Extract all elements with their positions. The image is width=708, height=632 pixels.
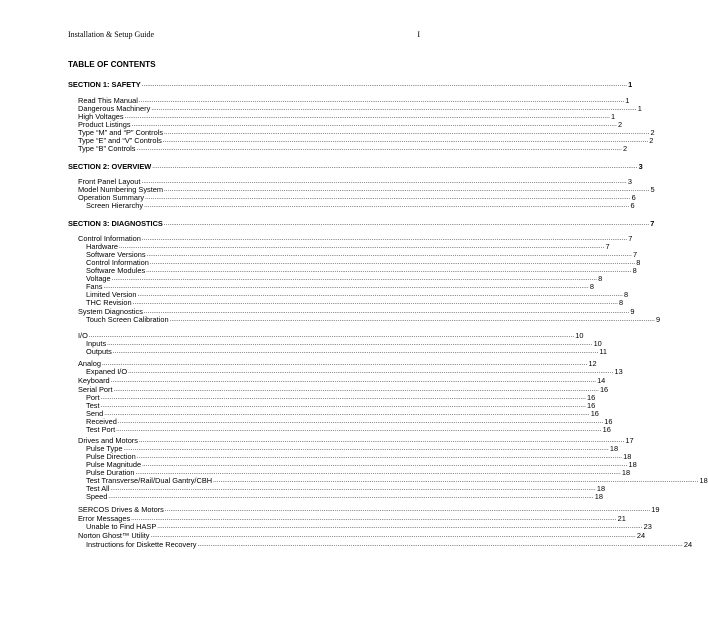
toc-entry-label: Port [86, 393, 100, 402]
toc-entry-label: Hardware [86, 242, 119, 251]
toc-section-entry[interactable] [68, 219, 655, 228]
toc-entry-label: Inputs [86, 339, 107, 348]
toc-entry-label: Read This Manual [78, 96, 138, 105]
dot-leader: .................................................................................................................................................................................................................................................................... [141, 82, 628, 88]
toc-entry-page-number: 14 [597, 376, 606, 385]
toc-entry-label: Control Information [86, 258, 149, 267]
toc-entry-page-number: 7 [633, 250, 638, 259]
toc-entry-page-number: 8 [589, 282, 594, 291]
toc-entry-label: Pulse Direction [86, 452, 136, 461]
toc-section-entry[interactable] [68, 162, 643, 171]
toc-entry-label: THC Revision [86, 298, 132, 307]
toc-entry-page-number: 18 [623, 452, 632, 461]
toc-entry-page-number: 10 [593, 339, 602, 348]
toc-entry-label: Front Panel Layout [78, 177, 141, 186]
toc-entry-page-number: 9 [656, 315, 661, 324]
toc-entry-label: Error Messages [78, 514, 131, 523]
toc-entry-label: Pulse Duration [86, 468, 135, 477]
dot-leader: .................................................................................................................................................................................................................................................................... [163, 221, 650, 227]
toc-entry-label: Test Port [86, 425, 116, 434]
dot-leader: .................................................................................................................................................................................................................................................................... [150, 533, 636, 539]
toc-entry-page-number: 1 [611, 112, 616, 121]
toc-entry-page-number: 2 [649, 136, 654, 145]
toc-entry-page-number: 6 [631, 193, 636, 202]
toc-entry-label: Voltage [86, 274, 111, 283]
toc-entry-label: Operation Summary [78, 193, 145, 202]
toc-entry-page-number: 17 [625, 436, 634, 445]
toc-entry-label: Analog [78, 359, 102, 368]
dot-leader: .................................................................................................................................................................................................................................................................... [152, 164, 638, 170]
toc-entry-page-number: 24 [683, 540, 693, 549]
toc-entry-label: System Diagnostics [78, 307, 143, 316]
dot-leader: .................................................................................................................................................................................................................................................................... [137, 292, 623, 298]
toc-entry-page-number: 8 [623, 290, 629, 299]
toc-entry[interactable] [86, 540, 693, 549]
dot-leader: .................................................................................................................................................................................................................................................................... [116, 427, 602, 433]
toc-entry-label: Drives and Motors [78, 436, 138, 445]
dot-leader: .................................................................................................................................................................................................................................................................... [138, 98, 625, 104]
toc-entry-page-number: 18 [596, 484, 606, 493]
dot-leader: .................................................................................................................................................................................................................................................................... [124, 114, 611, 120]
toc-entry-page-number: 10 [575, 331, 584, 340]
header-page-number: I [417, 30, 420, 39]
dot-leader: .................................................................................................................................................................................................................................................................... [132, 300, 619, 306]
toc-entry-label: Outputs [86, 347, 112, 356]
toc-entry-label: Product Listings [78, 120, 131, 129]
toc-entry-label: Test All [86, 484, 110, 493]
toc-entry-page-number: 16 [604, 417, 613, 426]
dot-leader: .................................................................................................................................................................................................................................................................... [110, 486, 596, 492]
toc-entry-page-number: 3 [638, 162, 643, 171]
dot-leader: .................................................................................................................................................................................................................................................................... [102, 361, 588, 367]
dot-leader: .................................................................................................................................................................................................................................................................... [88, 333, 575, 339]
toc-entry-label: I/O [78, 331, 88, 340]
dot-leader: .................................................................................................................................................................................................................................................................... [131, 516, 617, 522]
dot-leader: .................................................................................................................................................................................................................................................................... [162, 138, 649, 144]
toc-entry[interactable] [78, 531, 646, 540]
dot-leader: .................................................................................................................................................................................................................................................................... [143, 309, 630, 315]
toc-entry-label: SERCOS Drives & Motors [78, 505, 164, 514]
toc-entry-label: Model Numbering System [78, 185, 164, 194]
toc-entry-page-number: 7 [628, 234, 633, 243]
toc-entry-page-number: 24 [636, 531, 646, 540]
toc-entry-label: Screen Hierarchy [86, 201, 144, 210]
toc-entry-page-number: 8 [632, 266, 637, 275]
toc-entry-page-number: 16 [586, 401, 596, 410]
toc-entry-page-number: 16 [590, 409, 599, 418]
toc-entry[interactable] [86, 522, 652, 531]
dot-leader: .................................................................................................................................................................................................................................................................... [119, 244, 605, 250]
toc-entry-label: Control Information [78, 234, 141, 243]
toc-entry-page-number: 18 [628, 460, 637, 469]
dot-leader: .................................................................................................................................................................................................................................................................... [164, 187, 650, 193]
toc-title: TABLE OF CONTENTS [68, 60, 156, 69]
toc-entry-page-number: 12 [588, 359, 597, 368]
toc-entry-page-number: 21 [617, 514, 626, 523]
toc-entry-label: Touch Screen Calibration [86, 315, 169, 324]
dot-leader: .................................................................................................................................................................................................................................................................... [117, 419, 604, 425]
toc-entry-label: Serial Port [78, 385, 113, 394]
toc-entry-label: Test Transverse/Rail/Dual Gantry/CBH [86, 476, 213, 485]
toc-entry[interactable] [86, 298, 624, 307]
toc-entry-page-number: 16 [602, 425, 611, 434]
dot-leader: .................................................................................................................................................................................................................................................................... [141, 236, 628, 242]
dot-leader: .................................................................................................................................................................................................................................................................... [213, 478, 699, 484]
toc-entry-label: Unable to Find HASP [86, 522, 157, 531]
dot-leader: .................................................................................................................................................................................................................................................................... [100, 395, 586, 401]
dot-leader: .................................................................................................................................................................................................................................................................... [108, 494, 594, 500]
dot-leader: .................................................................................................................................................................................................................................................................... [136, 146, 622, 152]
toc-entry-label: SECTION 1: SAFETY [68, 80, 141, 89]
toc-entry[interactable] [78, 144, 628, 153]
toc-entry-label: Software Modules [86, 266, 146, 275]
toc-entry-page-number: 2 [622, 144, 628, 153]
toc-entry-page-number: 18 [699, 476, 708, 485]
dot-leader: .................................................................................................................................................................................................................................................................... [164, 130, 650, 136]
dot-leader: .................................................................................................................................................................................................................................................................... [149, 260, 636, 266]
toc-entry-page-number: 18 [621, 468, 631, 477]
toc-entry-label: SECTION 3: DIAGNOSTICS [68, 219, 163, 228]
dot-leader: .................................................................................................................................................................................................................................................................... [136, 454, 623, 460]
dot-leader: .................................................................................................................................................................................................................................................................... [100, 403, 586, 409]
toc-entry-page-number: 23 [643, 522, 652, 531]
toc-entry-page-number: 11 [599, 347, 607, 356]
dot-leader: .................................................................................................................................................................................................................................................................... [111, 276, 598, 282]
toc-entry-label: Instructions for Diskette Recovery [86, 540, 197, 549]
toc-entry-page-number: 8 [598, 274, 603, 283]
dot-leader: .................................................................................................................................................................................................................................................................... [110, 378, 597, 384]
toc-entry-page-number: 2 [618, 120, 623, 129]
toc-entry-page-number: 1 [628, 80, 633, 89]
dot-leader: .................................................................................................................................................................................................................................................................... [164, 507, 651, 513]
toc-entry-label: Software Versions [86, 250, 146, 259]
dot-leader: .................................................................................................................................................................................................................................................................... [107, 341, 593, 347]
toc-entry-page-number: 18 [594, 492, 604, 501]
toc-entry-page-number: 8 [636, 258, 641, 267]
toc-entry-label: Type “E” and “V” Controls [78, 136, 162, 145]
toc-entry-label: Pulse Type [86, 444, 123, 453]
toc-entry-label: High Voltages [78, 112, 124, 121]
dot-leader: .................................................................................................................................................................................................................................................................... [197, 542, 683, 548]
toc-entry-page-number: 16 [586, 393, 596, 402]
toc-entry-label: Received [86, 417, 117, 426]
toc-entry-page-number: 6 [630, 201, 635, 210]
dot-leader: .................................................................................................................................................................................................................................................................... [135, 470, 621, 476]
toc-entry[interactable] [86, 492, 604, 501]
toc-entry-label: Speed [86, 492, 108, 501]
toc-entry-label: Pulse Magnitude [86, 460, 142, 469]
toc-section-entry[interactable] [68, 80, 633, 89]
dot-leader: .................................................................................................................................................................................................................................................................... [123, 446, 609, 452]
header-title: Installation & Setup Guide [68, 30, 154, 39]
dot-leader: .................................................................................................................................................................................................................................................................... [169, 317, 655, 323]
toc-entry-page-number: 19 [651, 505, 660, 514]
toc-entry-page-number: 13 [614, 367, 623, 376]
dot-leader: .................................................................................................................................................................................................................................................................... [112, 349, 599, 355]
toc-entry-label: Keyboard [78, 376, 110, 385]
dot-leader: .................................................................................................................................................................................................................................................................... [104, 411, 590, 417]
dot-leader: .................................................................................................................................................................................................................................................................... [142, 462, 628, 468]
toc-entry-label: Send [86, 409, 104, 418]
dot-leader: .................................................................................................................................................................................................................................................................... [141, 179, 627, 185]
toc-entry-page-number: 2 [650, 128, 655, 137]
dot-leader: .................................................................................................................................................................................................................................................................... [138, 438, 625, 444]
toc-entry-label: Type “M” and “P” Controls [78, 128, 164, 137]
dot-leader: .................................................................................................................................................................................................................................................................... [144, 203, 630, 209]
toc-entry[interactable] [86, 201, 635, 210]
toc-entry[interactable] [86, 425, 611, 434]
toc-entry-label: SECTION 2: OVERVIEW [68, 162, 152, 171]
dot-leader: .................................................................................................................................................................................................................................................................... [128, 369, 614, 375]
toc-entry-page-number: 1 [637, 104, 642, 113]
toc-entry[interactable] [78, 505, 660, 514]
dot-leader: .................................................................................................................................................................................................................................................................... [146, 252, 632, 258]
toc-entry[interactable] [86, 367, 623, 376]
toc-entry-label: Fans [86, 282, 103, 291]
toc-entry-label: Dangerous Machinery [78, 104, 151, 113]
toc-entry-label: Type “B” Controls [78, 144, 136, 153]
toc-entry-page-number: 9 [630, 307, 635, 316]
toc-entry-page-number: 8 [619, 298, 624, 307]
dot-leader: .................................................................................................................................................................................................................................................................... [146, 268, 632, 274]
dot-leader: .................................................................................................................................................................................................................................................................... [157, 524, 643, 530]
toc-entry-label: Norton Ghost™ Utility [78, 531, 150, 540]
dot-leader: .................................................................................................................................................................................................................................................................... [151, 106, 637, 112]
toc-entry-label: Test [86, 401, 100, 410]
dot-leader: .................................................................................................................................................................................................................................................................... [145, 195, 631, 201]
toc-entry-page-number: 16 [599, 385, 609, 394]
toc-entry-page-number: 18 [609, 444, 619, 453]
toc-entry[interactable] [78, 376, 606, 385]
dot-leader: .................................................................................................................................................................................................................................................................... [113, 387, 599, 393]
toc-entry-page-number: 7 [605, 242, 610, 251]
dot-leader: .................................................................................................................................................................................................................................................................... [103, 284, 589, 290]
toc-entry-page-number: 7 [650, 219, 655, 228]
toc-entry[interactable] [86, 347, 607, 356]
dot-leader: .................................................................................................................................................................................................................................................................... [131, 122, 618, 128]
toc-entry-page-number: 1 [625, 96, 630, 105]
toc-entry-page-number: 3 [627, 177, 632, 186]
toc-entry-label: Expaned I/O [86, 367, 128, 376]
toc-entry-page-number: 5 [650, 185, 655, 194]
toc-entry-label: Limited Version [86, 290, 137, 299]
toc-entry[interactable] [86, 315, 661, 324]
